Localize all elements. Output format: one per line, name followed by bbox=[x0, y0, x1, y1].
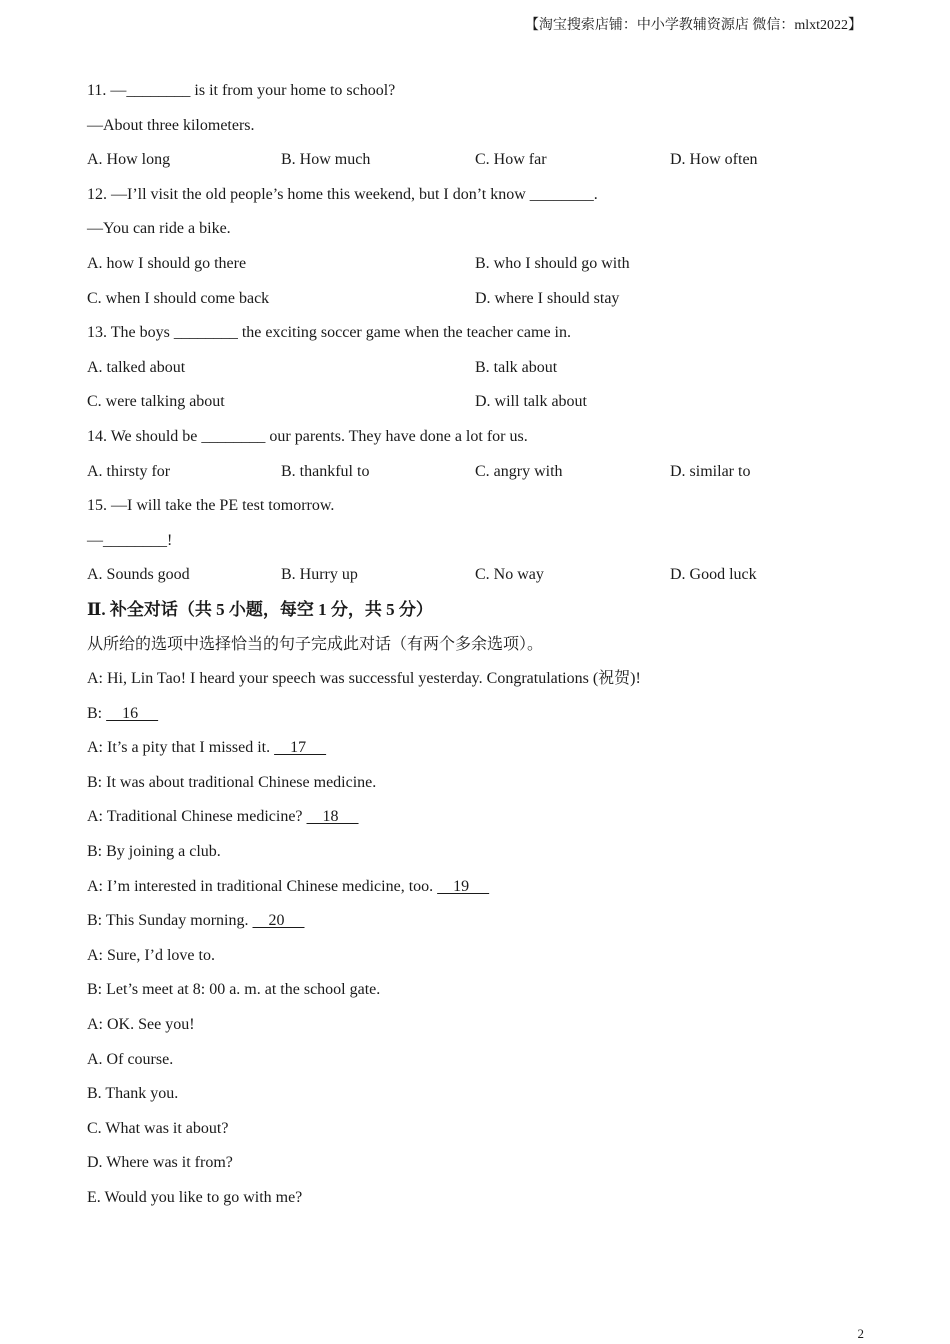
q14-stem: 14. We should be ________ our parents. They have done a lot for us. bbox=[87, 427, 528, 445]
section-2-instruction: 从所给的选项中选择恰当的句子完成此对话（有两个多余选项）。 bbox=[87, 635, 544, 653]
q15-stem: 15. —I will take the PE test tomorrow. bbox=[87, 497, 335, 515]
q15-option-c: C. No way bbox=[475, 566, 544, 584]
dialogue-line: B: 16 bbox=[87, 701, 867, 736]
q11-stem: 11. —________ is it from your home to school? bbox=[87, 82, 396, 99]
q15-option-a: A. Sounds good bbox=[87, 566, 190, 584]
q12-options-row1 bbox=[87, 251, 867, 286]
answer-blank-20: 20 bbox=[252, 912, 305, 930]
q13-options-row1 bbox=[87, 355, 867, 390]
answer-blank-16: 16 bbox=[106, 704, 159, 722]
q13-option-a: A. talked about bbox=[87, 358, 186, 376]
choice-d: D. Where was it from? bbox=[87, 1154, 233, 1172]
q11-option-a: A. How long bbox=[87, 151, 171, 169]
page-number: 2 bbox=[857, 1326, 864, 1341]
q12-reply: —You can ride a bike. bbox=[87, 220, 231, 238]
exam-content bbox=[87, 78, 867, 1220]
q12-option-c: C. when I should come back bbox=[87, 289, 270, 307]
q14-option-d: D. similar to bbox=[670, 462, 751, 480]
q12-stem: 12. —I’ll visit the old people’s home this weekend, but I don’t know ________. bbox=[87, 185, 598, 203]
q11-reply: —About three kilometers. bbox=[87, 116, 255, 134]
q14-option-c: C. angry with bbox=[475, 462, 563, 480]
answer-blank-18: 18 bbox=[306, 808, 359, 826]
dialogue-line: B: It was about traditional Chinese medicine. bbox=[87, 773, 377, 791]
dialogue-line: A: Traditional Chinese medicine? 18 bbox=[87, 804, 867, 839]
q11-options bbox=[87, 147, 867, 182]
q13-option-c: C. were talking about bbox=[87, 393, 225, 411]
choice-c: C. What was it about? bbox=[87, 1119, 229, 1137]
section-2-title: Ⅱ. 补全对话（共 5 小题，每空 1 分，共 5 分） bbox=[87, 599, 433, 619]
answer-blank-19: 19 bbox=[437, 877, 490, 895]
q15-options bbox=[87, 562, 867, 597]
q12-option-b: B. who I should go with bbox=[475, 254, 630, 272]
choice-a: A. Of course. bbox=[87, 1050, 174, 1068]
q13-stem: 13. The boys ________ the exciting soccer game when the teacher came in. bbox=[87, 324, 571, 342]
q13-option-d: D. will talk about bbox=[475, 393, 587, 411]
dialogue-line: A: Sure, I’d love to. bbox=[87, 946, 215, 964]
q14-option-b: B. thankful to bbox=[281, 462, 370, 480]
dialogue-line: A: OK. See you! bbox=[87, 1016, 195, 1034]
dialogue-line: A: Hi, Lin Tao! I heard your speech was successful yesterday. Congratulations (祝贺)! bbox=[87, 670, 641, 688]
choice-b: B. Thank you. bbox=[87, 1085, 179, 1103]
q15-option-b: B. Hurry up bbox=[281, 566, 358, 584]
q14-options bbox=[87, 459, 867, 494]
q14-option-a: A. thirsty for bbox=[87, 462, 171, 480]
q12-option-d: D. where I should stay bbox=[475, 289, 620, 307]
page-header: 【淘宝搜索店铺：中小学教辅资源店 微信：mlxt2022】 bbox=[524, 18, 862, 33]
q11-option-c: C. How far bbox=[475, 151, 547, 169]
q12-options-row2 bbox=[87, 286, 867, 321]
answer-blank-17: 17 bbox=[274, 739, 327, 757]
q15-option-d: D. Good luck bbox=[670, 566, 757, 584]
dialogue-line: B: By joining a club. bbox=[87, 843, 221, 861]
choice-e: E. Would you like to go with me? bbox=[87, 1189, 303, 1206]
dialogue-line: A: I’m interested in traditional Chinese medicine, too. 19 bbox=[87, 874, 867, 909]
dialogue-line: A: It’s a pity that I missed it. 17 bbox=[87, 735, 867, 770]
q13-option-b: B. talk about bbox=[475, 358, 558, 376]
q11-option-b: B. How much bbox=[281, 151, 371, 169]
dialogue-line: B: Let’s meet at 8: 00 a. m. at the school gate. bbox=[87, 981, 381, 999]
q13-options-row2 bbox=[87, 389, 867, 424]
q15-reply: —________! bbox=[87, 531, 173, 549]
q11-option-d: D. How often bbox=[670, 151, 758, 169]
q12-option-a: A. how I should go there bbox=[87, 254, 247, 272]
dialogue-line: B: This Sunday morning. 20 bbox=[87, 908, 867, 943]
